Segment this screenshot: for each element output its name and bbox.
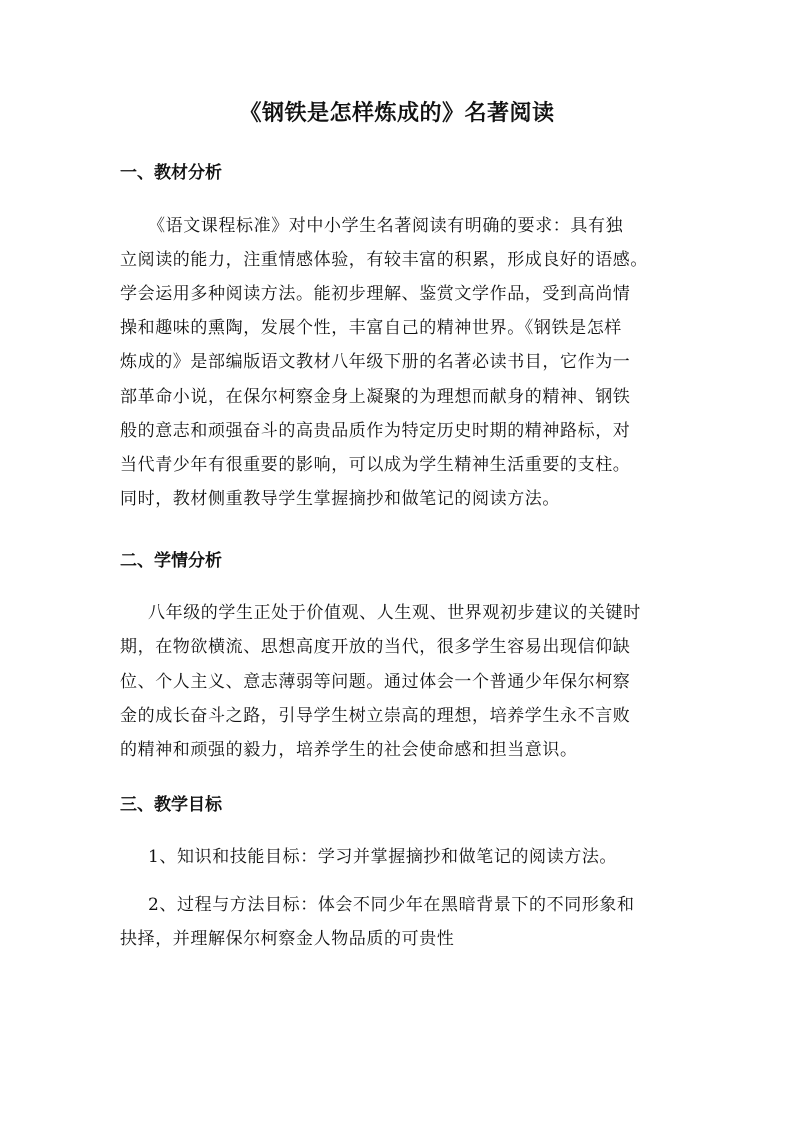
paragraph-line: 金的成长奋斗之路，引导学生树立崇高的理想，培养学生永不言败 [120, 706, 631, 726]
paragraph-line: 期，在物欲横流、思想高度开放的当代，很多学生容易出现信仰缺 [120, 637, 631, 657]
goal-item-line: 抉择，并理解保尔柯察金人物品质的可贵性 [120, 929, 455, 949]
paragraph-line: 当代青少年有很重要的影响，可以成为学生精神生活重要的支柱。 [120, 455, 631, 475]
section-heading-textbook-analysis: 一、教材分析 [120, 163, 222, 183]
paragraph-line: 位、个人主义、意志薄弱等问题。通过体会一个普通少年保尔柯察 [120, 672, 631, 692]
goal-item-line: 1、知识和技能目标：学习并掌握摘抄和做笔记的阅读方法。 [148, 847, 618, 867]
section-heading-teaching-goals: 三、教学目标 [120, 795, 222, 815]
paragraph-line: 般的意志和顽强奋斗的高贵品质作为特定历史时期的精神路标，对 [120, 421, 631, 441]
paragraph-line: 同时，教材侧重教导学生掌握摘抄和做笔记的阅读方法。 [120, 489, 560, 509]
document-title: 《钢铁是怎样炼成的》名著阅读 [239, 100, 555, 126]
paragraph-line: 部革命小说，在保尔柯察金身上凝聚的为理想而献身的精神、钢铁 [120, 387, 631, 407]
paragraph-line: 炼成的》是部编版语文教材八年级下册的名著必读书目，它作为一 [120, 352, 631, 372]
paragraph-line: 操和趣味的熏陶，发展个性，丰富自己的精神世界。《钢铁是怎样 [120, 318, 622, 338]
paragraph-line: 立阅读的能力，注重情感体验，有较丰富的积累，形成良好的语感。 [120, 250, 648, 270]
paragraph-line: 八年级的学生正处于价值观、人生观、世界观初步建议的关键时 [148, 603, 641, 623]
goal-item-line: 2、过程与方法目标：体会不同少年在黑暗背景下的不同形象和 [148, 895, 635, 915]
paragraph-line: 的精神和顽强的毅力，培养学生的社会使命感和担当意识。 [120, 740, 578, 760]
paragraph-line: 《语文课程标准》对中小学生名著阅读有明确的要求：具有独 [148, 216, 624, 236]
section-heading-learner-analysis: 二、学情分析 [120, 551, 222, 571]
paragraph-line: 学会运用多种阅读方法。能初步理解、鉴赏文学作品，受到高尚情 [120, 284, 631, 304]
